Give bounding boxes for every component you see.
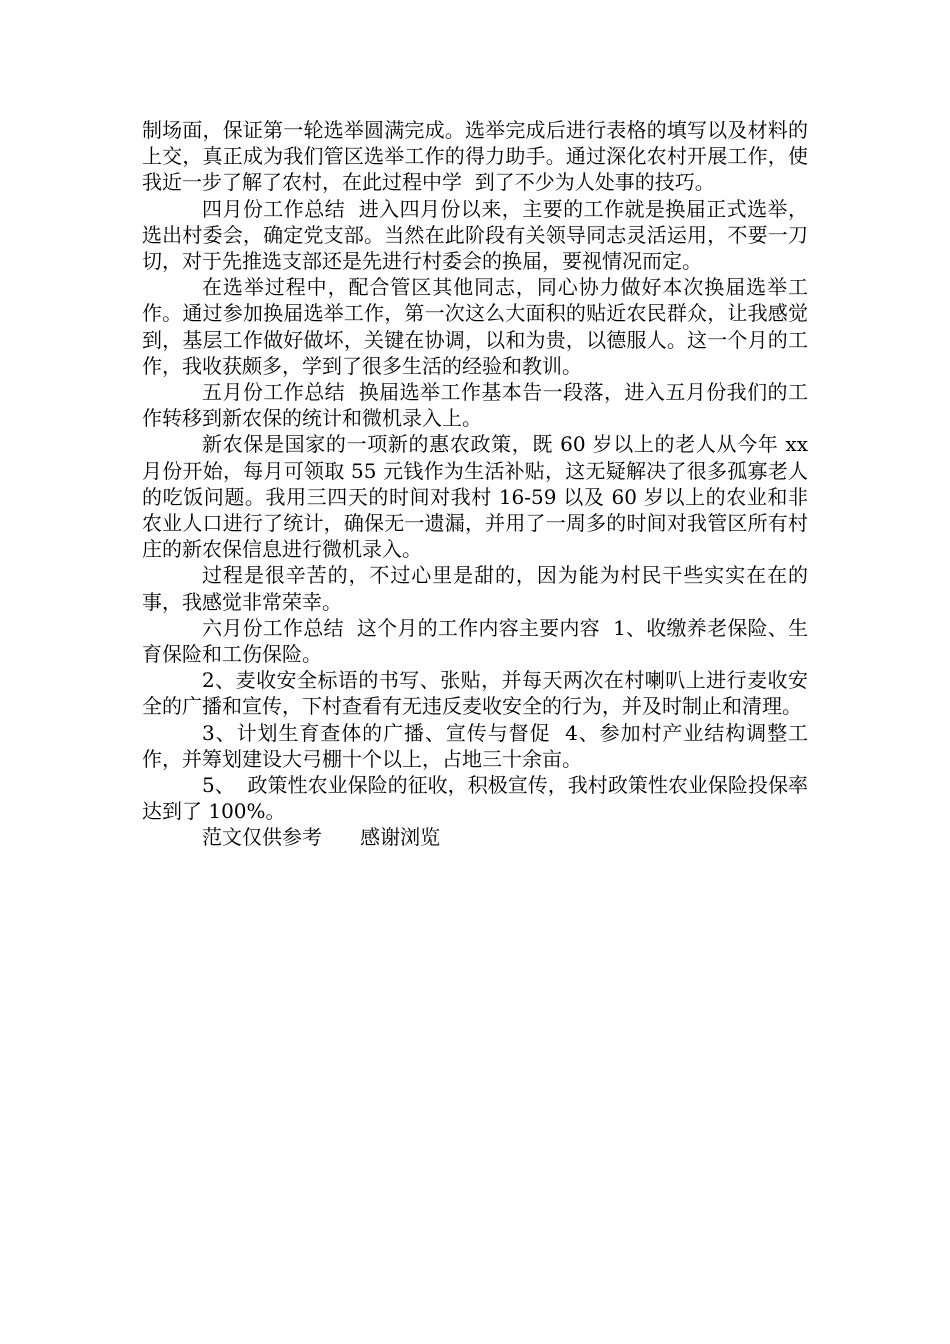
paragraph-footer-note: 范文仅供参考 感谢浏览: [202, 825, 441, 850]
paragraph-process-reflection: 过程是很辛苦的，不过心里是甜的，因为能为村民干些实实在在的事，我感觉非常荣幸。: [142, 563, 808, 614]
document-body: [142, 117, 815, 851]
paragraph-1: 制场面，保证第一轮选举圆满完成。选举完成后进行表格的填写以及材料的上交，真正成为我们管区选举工作的得力助手。通过深化农村开展工作，使我近一步了解了农村，在此过程中学 到了不少为人处事的技巧。: [142, 118, 808, 195]
paragraph-new-rural-insurance: 新农保是国家的一项新的惠农政策，既 60 岁以上的老人从今年 xx 月份开始，每月可领取 55 元钱作为生活补贴，这无疑解决了很多孤寡老人的吃饭问题。我用三四天的时间对我村 16-59 以及 60 岁以上的农业和非农业人口进行了统计，确保无一遗漏，并用了一周多的时间对我管区所有村庄的新农保信息进行微机录入。: [142, 432, 815, 562]
paragraph-election-process: 在选举过程中，配合管区其他同志，同心协力做好本次换届选举工作。通过参加换届选举工作，第一次这么大面积的贴近农民群众，让我感觉到，基层工作做好做坏，关键在协调，以和为贵，以德服人。这一个月的工作，我收获颇多，学到了很多生活的经验和教训。: [142, 275, 808, 378]
paragraph-may-summary: 五月份工作总结 换届选举工作基本告一段落，进入五月份我们的工作转移到新农保的统计和微机录入上。: [142, 380, 808, 431]
paragraph-item-2: 2、麦收安全标语的书写、张贴，并每天两次在村喇叭上进行麦收安全的广播和宣传，下村查看有无违反麦收安全的行为，并及时制止和清理。: [142, 668, 808, 719]
paragraph-item-5: 5、 政策性农业保险的征收，积极宣传，我村政策性农业保险投保率达到了 100%。: [142, 773, 808, 824]
paragraph-june-summary: 六月份工作总结 这个月的工作内容主要内容 1、收缴养老保险、生育保险和工伤保险。: [142, 615, 808, 667]
paragraph-item-3-4: 3、计划生育查体的广播、宣传与督促 4、参加村产业结构调整工作，并筹划建设大弓棚十个以上，占地三十余亩。: [142, 720, 808, 771]
paragraph-april-summary: 四月份工作总结 进入四月份以来，主要的工作就是换届正式选举，选出村委会，确定党支部。当然在此阶段有关领导同志灵活运用，不要一刀切，对于先推选支部还是先进行村委会的换届，要视情况而定。: [142, 196, 808, 274]
